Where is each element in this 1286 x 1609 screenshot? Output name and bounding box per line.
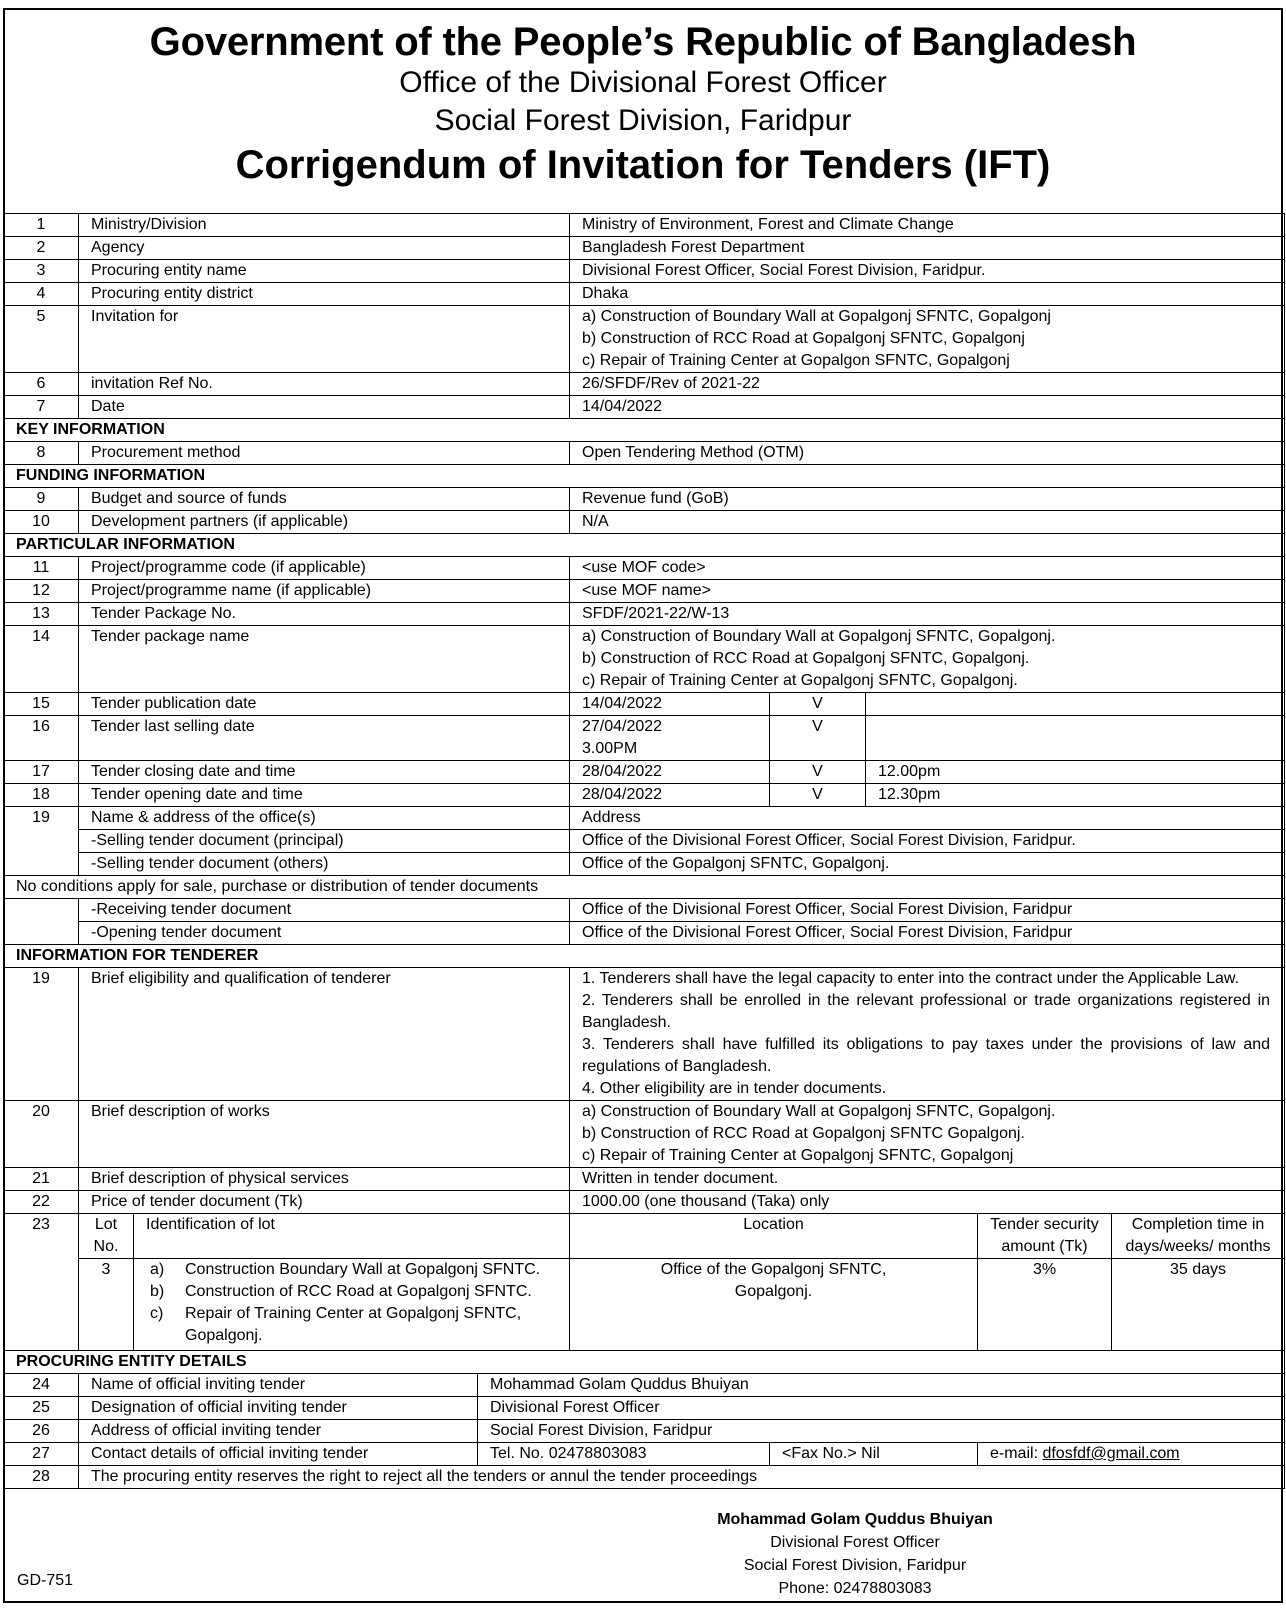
table-cell: 9	[4, 488, 79, 511]
table-row	[4, 922, 1285, 945]
table-cell: invitation Ref No.	[79, 373, 570, 396]
cell-text: days/weeks/ months	[1125, 1238, 1271, 1255]
email-link[interactable]: dfosfdf@gmail.com	[1042, 1445, 1180, 1462]
table-cell: Mohammad Golam Quddus Bhuiyan	[478, 1374, 1285, 1397]
table-row	[4, 626, 1285, 693]
table-cell: Social Forest Division, Faridpur	[478, 1420, 1285, 1443]
table-cell: No conditions apply for sale, purchase or distribution of tender documents	[4, 876, 1285, 899]
table-cell: Location	[570, 1214, 978, 1259]
cell-text: 3.00PM	[582, 740, 638, 757]
table-cell	[570, 1101, 1285, 1168]
lot-header-row	[4, 1214, 1285, 1259]
cell-text: Repair of Training Center at Gopalgonj SFNTC,	[185, 1305, 522, 1322]
table-cell	[866, 693, 1285, 716]
table-cell: 28/04/2022	[570, 761, 770, 784]
table-cell: INFORMATION FOR TENDERER	[4, 945, 1285, 968]
table-cell: 20	[4, 1101, 79, 1168]
cell-text: Completion time in	[1131, 1216, 1265, 1233]
table-cell: PARTICULAR INFORMATION	[4, 534, 1285, 557]
cell-text: Lot	[94, 1216, 118, 1233]
table-cell: 19	[4, 968, 79, 1101]
table-row	[4, 968, 1285, 1101]
table-row	[4, 260, 1285, 283]
table-cell: 18	[4, 784, 79, 807]
table-cell: Tender publication date	[79, 693, 570, 716]
table-cell: 17	[4, 761, 79, 784]
cell-text	[150, 1325, 185, 1347]
table-cell: -Selling tender document (others)	[79, 853, 570, 876]
cell-text: Tender security	[990, 1216, 1099, 1233]
cell-text	[150, 1281, 569, 1303]
cell-text: c) Repair of Training Center at Gopalgon SFNTC, Gopalgonj	[582, 352, 1010, 369]
table-cell: Procuring entity district	[79, 283, 570, 306]
table-cell: 27	[4, 1443, 79, 1466]
cell-text: 1. Tenderers shall have the legal capacity to enter into the contract under the Applicable Law.	[582, 970, 1240, 987]
table-cell: 14/04/2022	[570, 693, 770, 716]
table-cell: Office of the Divisional Forest Officer, Social Forest Division, Faridpur	[570, 922, 1285, 945]
division-name: Social Forest Division, Faridpur	[434, 104, 852, 137]
table-cell: V	[770, 716, 866, 761]
table-cell: 15	[4, 693, 79, 716]
table-cell	[978, 1214, 1112, 1259]
table-cell: 5	[4, 306, 79, 373]
table-cell: -Selling tender document (principal)	[79, 830, 570, 853]
cell-text: a) Construction of Boundary Wall at Gopalgonj SFNTC, Gopalgonj	[582, 308, 1051, 325]
cell-text: e-mail:	[990, 1445, 1043, 1462]
table-cell: 3	[79, 1259, 134, 1351]
table-cell	[4, 899, 79, 945]
cell-text: c)	[150, 1305, 164, 1322]
table-row	[4, 1466, 1285, 1489]
table-cell: Agency	[79, 237, 570, 260]
table-cell: Price of tender document (Tk)	[79, 1191, 570, 1214]
table-row	[4, 899, 1285, 922]
table-cell: 14/04/2022	[570, 396, 1285, 419]
table-cell	[570, 626, 1285, 693]
table-cell: Office of the Divisional Forest Officer, Social Forest Division, Faridpur	[570, 899, 1285, 922]
table-cell: Procurement method	[79, 442, 570, 465]
table-cell: Dhaka	[570, 283, 1285, 306]
table-cell: -Receiving tender document	[79, 899, 570, 922]
table-cell: FUNDING INFORMATION	[4, 465, 1285, 488]
cell-text: Construction Boundary Wall at Gopalgonj SFNTC.	[185, 1261, 541, 1278]
table-cell: Designation of official inviting tender	[79, 1397, 478, 1420]
table-cell: Tender closing date and time	[79, 761, 570, 784]
table-cell: Budget and source of funds	[79, 488, 570, 511]
table-row	[4, 603, 1285, 626]
table-row	[4, 396, 1285, 419]
table-cell: -Opening tender document	[79, 922, 570, 945]
table-row	[4, 1168, 1285, 1191]
table-cell: Brief eligibility and qualification of tenderer	[79, 968, 570, 1101]
table-cell: Bangladesh Forest Department	[570, 237, 1285, 260]
table-cell: Tel. No. 02478803083	[478, 1443, 770, 1466]
table-row	[4, 1397, 1285, 1420]
table-row	[4, 716, 1285, 761]
table-cell: 7	[4, 396, 79, 419]
table-cell: 6	[4, 373, 79, 396]
table-cell	[79, 1214, 134, 1259]
table-cell: 35 days	[1112, 1259, 1285, 1351]
table-cell: V	[770, 784, 866, 807]
table-row	[4, 1101, 1285, 1168]
notice-title: Corrigendum of Invitation for Tenders (IFT)	[235, 143, 1051, 187]
cell-text: Construction of RCC Road at Gopalgonj SFNTC.	[185, 1283, 532, 1300]
table-row	[4, 784, 1285, 807]
cell-text: c) Repair of Training Center at Gopalgonj SFNTC, Gopalgonj	[582, 1147, 1014, 1164]
table-cell: SFDF/2021-22/W-13	[570, 603, 1285, 626]
table-cell: Project/programme code (if applicable)	[79, 557, 570, 580]
table-cell: Written in tender document.	[570, 1168, 1285, 1191]
table-cell: 3	[4, 260, 79, 283]
table-cell: Brief description of physical services	[79, 1168, 570, 1191]
table-cell: KEY INFORMATION	[4, 419, 1285, 442]
table-cell: N/A	[570, 511, 1285, 534]
table-cell: <use MOF code>	[570, 557, 1285, 580]
table-cell	[978, 1443, 1285, 1466]
table-cell: Development partners (if applicable)	[79, 511, 570, 534]
cell-text: c) Repair of Training Center at Gopalgonj SFNTC, Gopalgonj.	[582, 672, 1018, 689]
signature-block	[600, 1508, 1110, 1600]
cell-text	[150, 1325, 569, 1347]
table-row	[4, 1374, 1285, 1397]
table-row	[4, 557, 1285, 580]
table-row	[4, 373, 1285, 396]
table-cell: 25	[4, 1397, 79, 1420]
table-row	[4, 1420, 1285, 1443]
cell-text: amount (Tk)	[1001, 1238, 1088, 1255]
table-cell: Contact details of official inviting tender	[79, 1443, 478, 1466]
section-heading	[4, 465, 1285, 488]
table-cell: 26/SFDF/Rev of 2021-22	[570, 373, 1285, 396]
table-cell: Address of official inviting tender	[79, 1420, 478, 1443]
table-row	[4, 580, 1285, 603]
cell-text: a) Construction of Boundary Wall at Gopalgonj SFNTC, Gopalgonj.	[582, 628, 1056, 645]
table-row	[4, 306, 1285, 373]
table-cell: V	[770, 761, 866, 784]
table-cell: 1	[4, 214, 79, 237]
table-cell: Project/programme name (if applicable)	[79, 580, 570, 603]
table-cell: 23	[4, 1214, 79, 1351]
table-cell: Brief description of works	[79, 1101, 570, 1168]
signatory-division: Social Forest Division, Faridpur	[743, 1557, 967, 1574]
table-cell: Office of the Gopalgonj SFNTC, Gopalgonj.	[570, 853, 1285, 876]
table-row	[4, 807, 1285, 830]
table-cell: Tender Package No.	[79, 603, 570, 626]
table-cell: 22	[4, 1191, 79, 1214]
table-cell: Address	[570, 807, 1285, 830]
table-row	[4, 442, 1285, 465]
table-cell	[134, 1259, 570, 1351]
table-cell: Tender package name	[79, 626, 570, 693]
cell-text	[150, 1259, 569, 1281]
table-cell: 12.00pm	[866, 761, 1285, 784]
table-cell: 21	[4, 1168, 79, 1191]
table-cell: 1000.00 (one thousand (Taka) only	[570, 1191, 1285, 1214]
table-cell: 13	[4, 603, 79, 626]
table-cell: 14	[4, 626, 79, 693]
table-cell	[570, 1259, 978, 1351]
table-cell: Divisional Forest Officer, Social Forest Division, Faridpur.	[570, 260, 1285, 283]
table-cell: Open Tendering Method (OTM)	[570, 442, 1285, 465]
table-cell: 4	[4, 283, 79, 306]
cell-text: Office of the Gopalgonj SFNTC,	[660, 1261, 887, 1278]
cell-text: 3. Tenderers shall have fulfilled its obligations to pay taxes under the provisions of law and regulations of Bangladesh.	[582, 1036, 1271, 1075]
cell-text: b) Construction of RCC Road at Gopalgonj SFNTC, Gopalgonj.	[582, 650, 1030, 667]
table-row	[4, 761, 1285, 784]
table-cell: Tender last selling date	[79, 716, 570, 761]
table-cell: Identification of lot	[134, 1214, 570, 1259]
table-row	[4, 214, 1285, 237]
table-row	[4, 237, 1285, 260]
cell-text: No.	[93, 1238, 119, 1255]
table-cell: Ministry of Environment, Forest and Climate Change	[570, 214, 1285, 237]
cell-text: b)	[150, 1283, 165, 1300]
section-heading	[4, 945, 1285, 968]
table-cell	[866, 716, 1285, 761]
cell-text: 2. Tenderers shall be enrolled in the relevant professional or trade organizations registered in Bangladesh.	[582, 992, 1271, 1031]
table-cell	[1112, 1214, 1285, 1259]
table-row	[4, 853, 1285, 876]
cell-text: Gopalgonj.	[734, 1283, 813, 1300]
table-cell: Date	[79, 396, 570, 419]
table-cell: 2	[4, 237, 79, 260]
table-cell: <Fax No.> Nil	[770, 1443, 978, 1466]
table-cell: 26	[4, 1420, 79, 1443]
cell-text: b) Construction of RCC Road at Gopalgonj SFNTC, Gopalgonj	[582, 330, 1025, 347]
table-row	[4, 830, 1285, 853]
table-cell: 3%	[978, 1259, 1112, 1351]
cell-text	[150, 1303, 569, 1325]
table-cell: Ministry/Division	[79, 214, 570, 237]
table-cell	[570, 306, 1285, 373]
table-cell: 28	[4, 1466, 79, 1489]
table-row	[4, 1191, 1285, 1214]
section-heading	[4, 419, 1285, 442]
table-cell: Divisional Forest Officer	[478, 1397, 1285, 1420]
table-row	[4, 693, 1285, 716]
table-cell: 28/04/2022	[570, 784, 770, 807]
section-heading	[4, 534, 1285, 557]
table-cell: The procuring entity reserves the right to reject all the tenders or annul the tender proceedings	[79, 1466, 1285, 1489]
table-cell: 8	[4, 442, 79, 465]
table-cell: Office of the Divisional Forest Officer, Social Forest Division, Faridpur.	[570, 830, 1285, 853]
table-row	[4, 488, 1285, 511]
cell-text: a) Construction of Boundary Wall at Gopalgonj SFNTC, Gopalgonj.	[582, 1103, 1056, 1120]
table-cell: Name of official inviting tender	[79, 1374, 478, 1397]
table-cell: Invitation for	[79, 306, 570, 373]
contact-row	[4, 1443, 1285, 1466]
cell-text: a)	[150, 1261, 165, 1278]
cell-text: 4. Other eligibility are in tender documents.	[582, 1080, 887, 1097]
government-title: Government of the People’s Republic of Bangladesh	[149, 20, 1137, 64]
cell-text: b) Construction of RCC Road at Gopalgonj SFNTC Gopalgonj.	[582, 1125, 1025, 1142]
table-cell: Procuring entity name	[79, 260, 570, 283]
table-cell: 11	[4, 557, 79, 580]
table-cell: 10	[4, 511, 79, 534]
signatory-phone: Phone: 02478803083	[778, 1580, 932, 1597]
table-row	[4, 283, 1285, 306]
table-cell: 12.30pm	[866, 784, 1285, 807]
footer-code: GD-751	[17, 1572, 74, 1589]
table-cell: Tender opening date and time	[79, 784, 570, 807]
no-conditions-row	[4, 876, 1285, 899]
cell-text: 27/04/2022	[582, 718, 663, 735]
table-cell: <use MOF name>	[570, 580, 1285, 603]
table-cell: 24	[4, 1374, 79, 1397]
table-cell	[570, 968, 1285, 1101]
lot-row	[4, 1259, 1285, 1351]
signatory-name: Mohammad Golam Quddus Bhuiyan	[717, 1511, 993, 1528]
table-cell: V	[770, 693, 866, 716]
ift-table	[3, 213, 1285, 1489]
signatory-designation: Divisional Forest Officer	[770, 1534, 940, 1551]
section-heading	[4, 1351, 1285, 1374]
table-cell: 19	[4, 807, 79, 876]
table-cell: 12	[4, 580, 79, 603]
office-name: Office of the Divisional Forest Officer	[399, 66, 887, 99]
cell-text: Gopalgonj.	[185, 1327, 263, 1344]
notice-header	[0, 8, 1286, 190]
table-cell: Name & address of the office(s)	[79, 807, 570, 830]
table-cell: PROCURING ENTITY DETAILS	[4, 1351, 1285, 1374]
table-cell: 16	[4, 716, 79, 761]
table-cell	[570, 716, 770, 761]
table-row	[4, 511, 1285, 534]
table-cell: Revenue fund (GoB)	[570, 488, 1285, 511]
